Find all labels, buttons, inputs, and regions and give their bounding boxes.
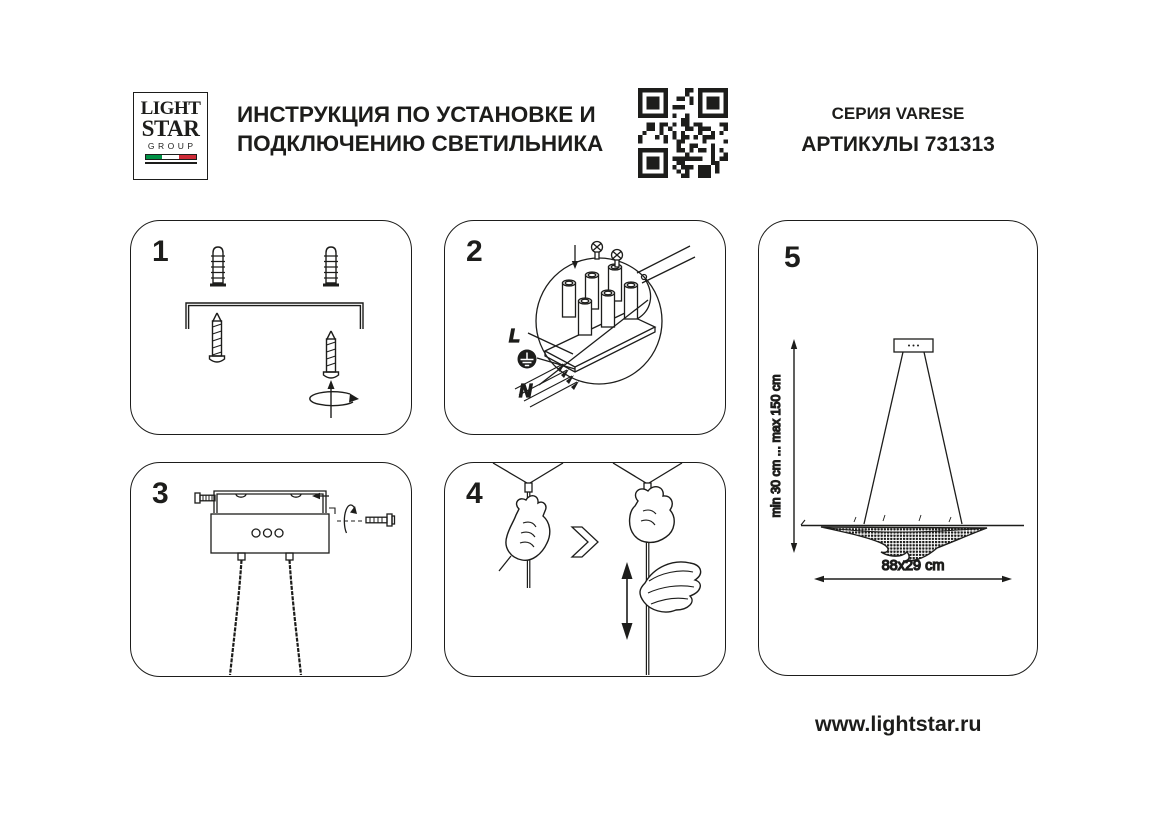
article-number: АРТИКУЛЫ 731313 xyxy=(801,133,995,156)
lightstar-logo xyxy=(133,92,208,180)
step-4-illustration xyxy=(445,463,727,675)
suspension-wires-icon xyxy=(864,352,962,524)
down-arrow-icon xyxy=(572,245,578,269)
flag-red xyxy=(179,155,196,159)
screw-icon xyxy=(324,331,339,378)
flag-white xyxy=(162,155,179,159)
screw-head-icon xyxy=(592,242,623,268)
rotate-arrow-icon xyxy=(337,505,364,533)
earth-ground-icon xyxy=(518,350,537,369)
mounting-bracket-icon xyxy=(214,491,326,513)
title-line-2: ПОДКЛЮЧЕНИЮ СВЕТИЛЬНИКА xyxy=(237,131,604,156)
website-url: www.lightstar.ru xyxy=(815,712,982,736)
width-dimension-arrow xyxy=(814,576,1012,582)
screw-icon xyxy=(210,313,225,362)
step-2-number: 2 xyxy=(466,235,483,268)
lamp-shade-icon xyxy=(801,515,1024,561)
hand-icon xyxy=(630,487,675,543)
up-down-arrow-icon xyxy=(622,562,633,640)
height-range-label: min 30 cm ... max 150 cm xyxy=(769,374,783,518)
logo-text: STAR xyxy=(141,116,200,141)
ceiling-canopy-icon xyxy=(894,339,933,352)
screw-icon xyxy=(366,514,395,526)
italian-flag-icon xyxy=(145,154,197,160)
wall-plug-icon xyxy=(323,247,339,285)
step-4-panel xyxy=(444,462,726,677)
step-1-number: 1 xyxy=(152,235,169,268)
logo-text: LIGHT xyxy=(140,98,201,119)
height-dimension-arrow xyxy=(791,339,797,553)
title-line-1: ИНСТРУКЦИЯ ПО УСТАНОВКЕ И xyxy=(237,102,596,127)
step-3-panel xyxy=(130,462,412,677)
step-2-illustration xyxy=(445,221,727,433)
flag-green xyxy=(146,155,163,159)
line-label: L xyxy=(509,326,520,346)
step-4-number: 4 xyxy=(466,477,483,510)
series-label: СЕРИЯ VARESE xyxy=(831,104,965,123)
logo-underline xyxy=(145,162,197,164)
label-leader-line xyxy=(539,300,648,385)
step-1-illustration xyxy=(131,221,413,433)
step-3-illustration xyxy=(131,463,413,675)
step-5-illustration xyxy=(759,221,1037,674)
cable-icon xyxy=(230,553,301,675)
neutral-label: N xyxy=(519,381,532,401)
step-1-panel xyxy=(130,220,412,435)
qr-code-icon xyxy=(638,88,728,178)
product-info xyxy=(770,104,1026,157)
wall-plug-icon xyxy=(210,247,226,285)
logo-text: GROUP xyxy=(147,141,197,151)
rotate-arrow-icon xyxy=(310,380,359,418)
size-label: 88x29 cm xyxy=(881,558,945,574)
step-5-number: 5 xyxy=(784,241,801,274)
next-arrow-icon xyxy=(572,527,598,557)
step-3-number: 3 xyxy=(152,477,169,510)
step-5-panel xyxy=(758,220,1038,676)
screw-icon xyxy=(195,493,215,503)
hand-icon xyxy=(499,496,550,571)
supply-wires xyxy=(637,246,695,319)
page-title xyxy=(237,100,603,158)
canopy-box-icon xyxy=(211,508,335,553)
step-2-panel xyxy=(444,220,726,435)
